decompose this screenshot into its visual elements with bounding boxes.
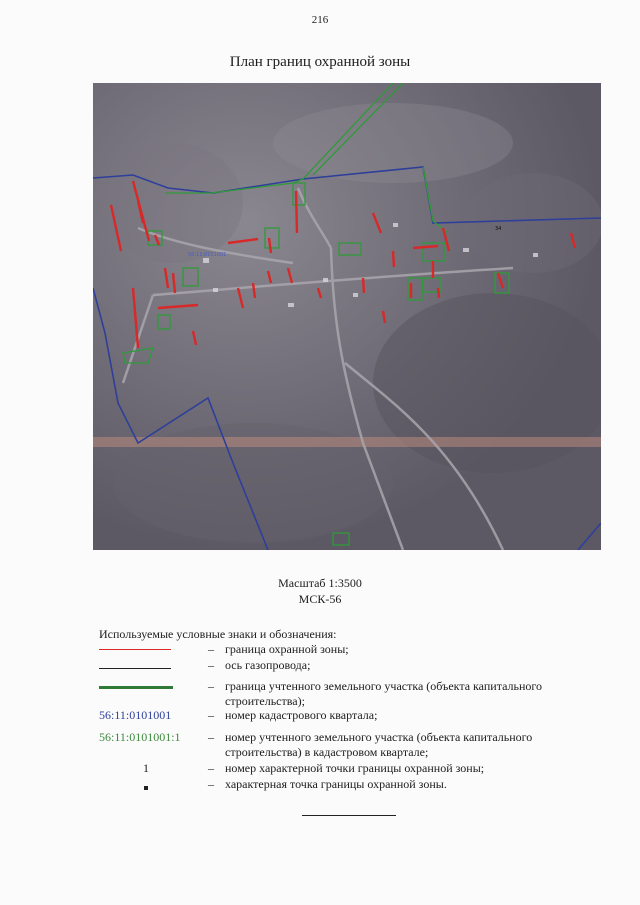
map-scale: Масштаб 1:3500	[278, 576, 362, 590]
page-number: 216	[311, 14, 329, 26]
satellite-map	[93, 83, 601, 550]
legend-text: граница учтенного земельного участка (объекта капитального строительства);	[225, 679, 543, 708]
legend-dash: –	[208, 730, 214, 744]
footer-rule	[302, 815, 396, 816]
scan-band	[93, 437, 601, 447]
scale-block	[0, 575, 640, 607]
legend-heading: Используемые условные знаки и обозначения:	[99, 627, 337, 641]
legend-text: граница охранной зоны;	[225, 642, 349, 656]
legend-dash: –	[208, 777, 214, 791]
legend-text: номер характерной точки границы охранной зоны;	[225, 761, 485, 775]
point-label: 34	[495, 226, 502, 232]
legend-text: номер учтенного земельного участка (объекта капитального строительства) в кадастровом квартале;	[225, 730, 533, 759]
legend-text: номер кадастрового квартала;	[225, 708, 378, 722]
legend-symbol-point-number: 1	[143, 761, 149, 775]
legend-dash: –	[208, 658, 214, 672]
quarter-label: 56:11:0101001	[188, 252, 227, 258]
legend-symbol-parcel: 56:11:0101001:1	[99, 730, 181, 744]
legend-text: характерная точка границы охранной зоны.	[225, 777, 447, 791]
legend-dash: –	[208, 679, 214, 693]
legend-text: ось газопровода;	[225, 658, 311, 672]
legend-symbol-point-dot	[144, 786, 148, 790]
legend-dash: –	[208, 761, 214, 775]
legend-dash: –	[208, 708, 214, 722]
legend-dash: –	[208, 642, 214, 656]
page-title: План границ охранной зоны	[229, 54, 411, 70]
legend-symbol-quarter: 56:11:0101001	[99, 708, 172, 722]
coordinate-system: МСК-56	[298, 592, 342, 606]
